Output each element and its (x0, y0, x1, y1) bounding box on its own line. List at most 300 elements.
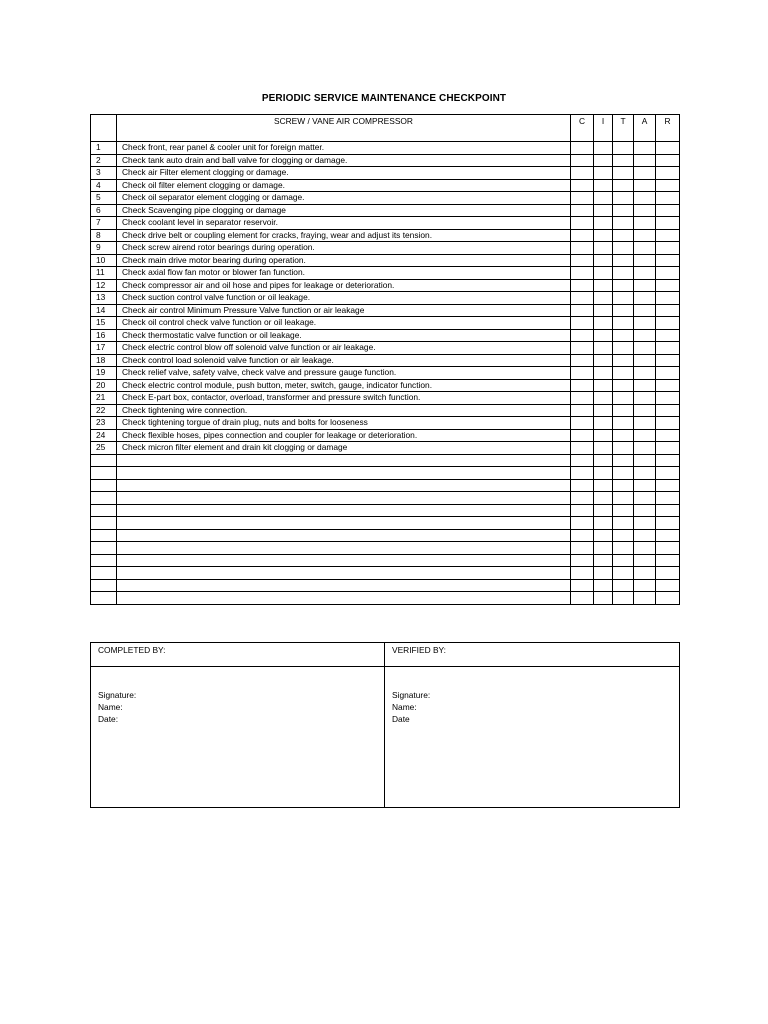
mark-cell-i[interactable] (594, 454, 613, 467)
completed-signature-label: Signature: (98, 690, 137, 700)
mark-cell-r[interactable] (656, 167, 680, 180)
verified-date-label: Date (392, 714, 410, 724)
mark-cell-t[interactable] (613, 317, 634, 330)
item-description (117, 542, 571, 555)
mark-cell-c[interactable] (571, 329, 594, 342)
mark-cell-r[interactable] (656, 142, 680, 155)
mark-cell-a[interactable] (634, 454, 656, 467)
mark-cell-a[interactable] (634, 492, 656, 505)
mark-cell-i[interactable] (594, 467, 613, 480)
mark-cell-c[interactable] (571, 542, 594, 555)
mark-cell-t[interactable] (613, 379, 634, 392)
item-description: Check oil control check valve function or oil leakage. (117, 317, 571, 330)
mark-cell-c[interactable] (571, 579, 594, 592)
mark-cell-r[interactable] (656, 192, 680, 205)
mark-cell-i[interactable] (594, 392, 613, 405)
mark-cell-i[interactable] (594, 379, 613, 392)
mark-cell-r[interactable] (656, 329, 680, 342)
mark-cell-c[interactable] (571, 504, 594, 517)
mark-cell-a[interactable] (634, 342, 656, 355)
item-number: 12 (91, 279, 117, 292)
mark-cell-i[interactable] (594, 417, 613, 430)
mark-cell-r[interactable] (656, 529, 680, 542)
mark-cell-r[interactable] (656, 204, 680, 217)
mark-cell-a[interactable] (634, 154, 656, 167)
mark-cell-r[interactable] (656, 304, 680, 317)
checklist-row (91, 342, 680, 355)
checklist-row (91, 554, 680, 567)
mark-cell-i[interactable] (594, 192, 613, 205)
checklist-row (91, 304, 680, 317)
mark-cell-c[interactable] (571, 342, 594, 355)
mark-cell-a[interactable] (634, 417, 656, 430)
mark-cell-i[interactable] (594, 354, 613, 367)
item-description: Check E-part box, contactor, overload, transformer and pressure switch function. (117, 392, 571, 405)
column-header-a: A (634, 115, 656, 142)
mark-cell-i[interactable] (594, 142, 613, 155)
mark-cell-c[interactable] (571, 354, 594, 367)
mark-cell-t[interactable] (613, 217, 634, 230)
mark-cell-a[interactable] (634, 479, 656, 492)
mark-cell-a[interactable] (634, 567, 656, 580)
item-description: Check thermostatic valve function or oil leakage. (117, 329, 571, 342)
mark-cell-a[interactable] (634, 142, 656, 155)
mark-cell-a[interactable] (634, 192, 656, 205)
column-header-t: T (613, 115, 634, 142)
mark-cell-r[interactable] (656, 229, 680, 242)
mark-cell-r[interactable] (656, 554, 680, 567)
mark-cell-c[interactable] (571, 292, 594, 305)
mark-cell-i[interactable] (594, 279, 613, 292)
item-number: 9 (91, 242, 117, 255)
checklist-row (91, 254, 680, 267)
mark-cell-t[interactable] (613, 517, 634, 530)
item-number: 13 (91, 292, 117, 305)
mark-cell-t[interactable] (613, 329, 634, 342)
mark-cell-r[interactable] (656, 179, 680, 192)
mark-cell-r[interactable] (656, 517, 680, 530)
mark-cell-a[interactable] (634, 517, 656, 530)
mark-cell-r[interactable] (656, 342, 680, 355)
completed-date-label: Date: (98, 714, 119, 724)
mark-cell-t[interactable] (613, 454, 634, 467)
mark-cell-c[interactable] (571, 379, 594, 392)
item-number (91, 454, 117, 467)
mark-cell-c[interactable] (571, 529, 594, 542)
mark-cell-a[interactable] (634, 354, 656, 367)
mark-cell-c[interactable] (571, 192, 594, 205)
mark-cell-r[interactable] (656, 292, 680, 305)
mark-cell-t[interactable] (613, 367, 634, 380)
item-number (91, 542, 117, 555)
checklist-row (91, 142, 680, 155)
page-title: PERIODIC SERVICE MAINTENANCE CHECKPOINT (261, 93, 507, 104)
number-column-header (91, 115, 117, 142)
item-number (91, 467, 117, 480)
item-description: Check oil filter element clogging or damage. (117, 179, 571, 192)
mark-cell-t[interactable] (613, 542, 634, 555)
mark-cell-t[interactable] (613, 229, 634, 242)
mark-cell-t[interactable] (613, 142, 634, 155)
checklist-row (91, 217, 680, 230)
item-description (117, 529, 571, 542)
mark-cell-r[interactable] (656, 267, 680, 280)
item-description (117, 554, 571, 567)
mark-cell-t[interactable] (613, 204, 634, 217)
mark-cell-r[interactable] (656, 542, 680, 555)
mark-cell-i[interactable] (594, 242, 613, 255)
item-description: Check main drive motor bearing during operation. (117, 254, 571, 267)
mark-cell-a[interactable] (634, 529, 656, 542)
mark-cell-t[interactable] (613, 304, 634, 317)
item-description (117, 592, 571, 605)
item-number (91, 504, 117, 517)
checklist-row (91, 479, 680, 492)
mark-cell-c[interactable] (571, 167, 594, 180)
mark-cell-i[interactable] (594, 367, 613, 380)
mark-cell-i[interactable] (594, 317, 613, 330)
item-description: Check axial flow fan motor or blower fan function. (117, 267, 571, 280)
mark-cell-c[interactable] (571, 479, 594, 492)
checklist-row (91, 579, 680, 592)
item-description: Check tightening torgue of drain plug, nuts and bolts for looseness (117, 417, 571, 430)
mark-cell-i[interactable] (594, 267, 613, 280)
item-description: Check control load solenoid valve function or air leakage. (117, 354, 571, 367)
item-description: Check oil separator element clogging or damage. (117, 192, 571, 205)
mark-cell-a[interactable] (634, 592, 656, 605)
item-description: Check relief valve, safety valve, check valve and pressure gauge function. (117, 367, 571, 380)
checklist-row (91, 317, 680, 330)
item-description (117, 517, 571, 530)
mark-cell-i[interactable] (594, 404, 613, 417)
mark-cell-a[interactable] (634, 279, 656, 292)
item-description (117, 467, 571, 480)
item-number: 25 (91, 442, 117, 455)
mark-cell-i[interactable] (594, 504, 613, 517)
mark-cell-t[interactable] (613, 242, 634, 255)
checklist-row (91, 329, 680, 342)
mark-cell-t[interactable] (613, 167, 634, 180)
mark-cell-i[interactable] (594, 517, 613, 530)
item-description (117, 479, 571, 492)
mark-cell-t[interactable] (613, 254, 634, 267)
mark-cell-c[interactable] (571, 242, 594, 255)
item-number: 11 (91, 267, 117, 280)
checklist-row (91, 529, 680, 542)
item-number: 3 (91, 167, 117, 180)
checklist-row (91, 354, 680, 367)
mark-cell-t[interactable] (613, 267, 634, 280)
mark-cell-i[interactable] (594, 229, 613, 242)
mark-cell-r[interactable] (656, 317, 680, 330)
mark-cell-t[interactable] (613, 554, 634, 567)
item-description (117, 492, 571, 505)
checklist-row (91, 492, 680, 505)
mark-cell-c[interactable] (571, 554, 594, 567)
item-description (117, 454, 571, 467)
mark-cell-i[interactable] (594, 342, 613, 355)
mark-cell-t[interactable] (613, 529, 634, 542)
item-description: Check flexible hoses, pipes connection and coupler for leakage or deterioration. (117, 429, 571, 442)
mark-cell-t[interactable] (613, 567, 634, 580)
mark-cell-a[interactable] (634, 579, 656, 592)
mark-cell-t[interactable] (613, 342, 634, 355)
mark-cell-i[interactable] (594, 542, 613, 555)
mark-cell-t[interactable] (613, 354, 634, 367)
mark-cell-a[interactable] (634, 467, 656, 480)
mark-cell-r[interactable] (656, 567, 680, 580)
mark-cell-r[interactable] (656, 454, 680, 467)
mark-cell-c[interactable] (571, 454, 594, 467)
item-number (91, 492, 117, 505)
item-number: 17 (91, 342, 117, 355)
mark-cell-c[interactable] (571, 317, 594, 330)
checklist-row (91, 292, 680, 305)
mark-cell-i[interactable] (594, 492, 613, 505)
checklist-row (91, 442, 680, 455)
mark-cell-c[interactable] (571, 429, 594, 442)
item-description: Check screw airend rotor bearings during operation. (117, 242, 571, 255)
mark-cell-r[interactable] (656, 367, 680, 380)
mark-cell-a[interactable] (634, 229, 656, 242)
item-number (91, 579, 117, 592)
mark-cell-a[interactable] (634, 379, 656, 392)
mark-cell-t[interactable] (613, 467, 634, 480)
mark-cell-t[interactable] (613, 392, 634, 405)
mark-cell-r[interactable] (656, 279, 680, 292)
column-header-r: R (656, 115, 680, 142)
checklist-row (91, 592, 680, 605)
mark-cell-c[interactable] (571, 592, 594, 605)
mark-cell-r[interactable] (656, 354, 680, 367)
mark-cell-t[interactable] (613, 479, 634, 492)
checklist-row (91, 567, 680, 580)
completed-by-fields[interactable] (91, 667, 385, 808)
completed-by-label: COMPLETED BY: (91, 643, 385, 667)
item-number: 2 (91, 154, 117, 167)
mark-cell-i[interactable] (594, 329, 613, 342)
item-number (91, 554, 117, 567)
mark-cell-c[interactable] (571, 254, 594, 267)
mark-cell-t[interactable] (613, 504, 634, 517)
item-number: 1 (91, 142, 117, 155)
mark-cell-t[interactable] (613, 417, 634, 430)
mark-cell-r[interactable] (656, 579, 680, 592)
mark-cell-c[interactable] (571, 279, 594, 292)
mark-cell-i[interactable] (594, 204, 613, 217)
item-number: 22 (91, 404, 117, 417)
mark-cell-c[interactable] (571, 392, 594, 405)
mark-cell-c[interactable] (571, 517, 594, 530)
checklist-row (91, 167, 680, 180)
item-description: Check air control Minimum Pressure Valve function or air leakage (117, 304, 571, 317)
mark-cell-i[interactable] (594, 292, 613, 305)
checklist-row (91, 542, 680, 555)
checklist-row (91, 504, 680, 517)
mark-cell-r[interactable] (656, 429, 680, 442)
mark-cell-r[interactable] (656, 479, 680, 492)
mark-cell-t[interactable] (613, 192, 634, 205)
item-number: 21 (91, 392, 117, 405)
mark-cell-c[interactable] (571, 142, 594, 155)
checklist-row (91, 367, 680, 380)
mark-cell-a[interactable] (634, 217, 656, 230)
checklist-row (91, 229, 680, 242)
mark-cell-c[interactable] (571, 217, 594, 230)
mark-cell-r[interactable] (656, 492, 680, 505)
item-number: 19 (91, 367, 117, 380)
signoff-table (90, 642, 680, 808)
mark-cell-i[interactable] (594, 554, 613, 567)
mark-cell-c[interactable] (571, 404, 594, 417)
mark-cell-a[interactable] (634, 404, 656, 417)
mark-cell-c[interactable] (571, 229, 594, 242)
item-number: 6 (91, 204, 117, 217)
verified-by-label: VERIFIED BY: (385, 643, 680, 667)
item-description: Check air Filter element clogging or damage. (117, 167, 571, 180)
mark-cell-a[interactable] (634, 504, 656, 517)
mark-cell-t[interactable] (613, 429, 634, 442)
item-description: Check tank auto drain and ball valve for clogging or damage. (117, 154, 571, 167)
mark-cell-c[interactable] (571, 267, 594, 280)
checklist-row (91, 467, 680, 480)
item-number: 8 (91, 229, 117, 242)
mark-cell-c[interactable] (571, 567, 594, 580)
column-header-i: I (594, 115, 613, 142)
mark-cell-i[interactable] (594, 154, 613, 167)
mark-cell-a[interactable] (634, 317, 656, 330)
item-number: 7 (91, 217, 117, 230)
mark-cell-i[interactable] (594, 179, 613, 192)
mark-cell-r[interactable] (656, 404, 680, 417)
mark-cell-c[interactable] (571, 467, 594, 480)
item-number: 23 (91, 417, 117, 430)
mark-cell-r[interactable] (656, 392, 680, 405)
mark-cell-a[interactable] (634, 267, 656, 280)
mark-cell-i[interactable] (594, 592, 613, 605)
mark-cell-t[interactable] (613, 592, 634, 605)
item-number: 14 (91, 304, 117, 317)
checklist-header-row (91, 115, 680, 142)
mark-cell-i[interactable] (594, 254, 613, 267)
checklist-row (91, 517, 680, 530)
verified-signature-label: Signature: (392, 690, 431, 700)
mark-cell-r[interactable] (656, 467, 680, 480)
mark-cell-a[interactable] (634, 167, 656, 180)
mark-cell-r[interactable] (656, 242, 680, 255)
completed-name-label: Name: (98, 702, 123, 712)
verified-name-label: Name: (392, 702, 417, 712)
mark-cell-a[interactable] (634, 367, 656, 380)
mark-cell-i[interactable] (594, 567, 613, 580)
mark-cell-t[interactable] (613, 154, 634, 167)
mark-cell-c[interactable] (571, 367, 594, 380)
mark-cell-r[interactable] (656, 417, 680, 430)
item-number (91, 517, 117, 530)
mark-cell-i[interactable] (594, 217, 613, 230)
mark-cell-c[interactable] (571, 179, 594, 192)
mark-cell-i[interactable] (594, 304, 613, 317)
item-number: 10 (91, 254, 117, 267)
item-number: 18 (91, 354, 117, 367)
mark-cell-i[interactable] (594, 579, 613, 592)
item-description (117, 579, 571, 592)
mark-cell-t[interactable] (613, 579, 634, 592)
item-description: Check compressor air and oil hose and pipes for leakage or deterioration. (117, 279, 571, 292)
checklist-row (91, 417, 680, 430)
verified-by-fields[interactable] (385, 667, 680, 808)
mark-cell-t[interactable] (613, 292, 634, 305)
checklist-section-header: SCREW / VANE AIR COMPRESSOR (117, 115, 571, 142)
mark-cell-r[interactable] (656, 442, 680, 455)
mark-cell-c[interactable] (571, 417, 594, 430)
item-number: 5 (91, 192, 117, 205)
mark-cell-c[interactable] (571, 492, 594, 505)
mark-cell-a[interactable] (634, 254, 656, 267)
mark-cell-t[interactable] (613, 442, 634, 455)
checklist-row (91, 392, 680, 405)
item-description: Check drive belt or coupling element for cracks, fraying, wear and adjust its tension. (117, 229, 571, 242)
mark-cell-a[interactable] (634, 292, 656, 305)
mark-cell-r[interactable] (656, 379, 680, 392)
mark-cell-a[interactable] (634, 554, 656, 567)
item-number: 4 (91, 179, 117, 192)
mark-cell-c[interactable] (571, 304, 594, 317)
mark-cell-a[interactable] (634, 179, 656, 192)
mark-cell-t[interactable] (613, 179, 634, 192)
mark-cell-r[interactable] (656, 154, 680, 167)
item-description: Check electric control module, push button, meter, switch, gauge, indicator function. (117, 379, 571, 392)
mark-cell-a[interactable] (634, 204, 656, 217)
mark-cell-c[interactable] (571, 154, 594, 167)
item-number: 20 (91, 379, 117, 392)
mark-cell-i[interactable] (594, 529, 613, 542)
checklist-table (90, 114, 680, 605)
mark-cell-a[interactable] (634, 304, 656, 317)
checklist-body (91, 142, 680, 605)
checklist-row (91, 279, 680, 292)
item-description (117, 504, 571, 517)
mark-cell-t[interactable] (613, 279, 634, 292)
checklist-row (91, 267, 680, 280)
mark-cell-a[interactable] (634, 242, 656, 255)
mark-cell-i[interactable] (594, 442, 613, 455)
item-number: 15 (91, 317, 117, 330)
mark-cell-r[interactable] (656, 254, 680, 267)
mark-cell-a[interactable] (634, 542, 656, 555)
mark-cell-a[interactable] (634, 329, 656, 342)
mark-cell-r[interactable] (656, 504, 680, 517)
mark-cell-r[interactable] (656, 217, 680, 230)
item-number (91, 592, 117, 605)
mark-cell-a[interactable] (634, 442, 656, 455)
mark-cell-a[interactable] (634, 392, 656, 405)
item-description: Check Scavenging pipe clogging or damage (117, 204, 571, 217)
mark-cell-i[interactable] (594, 429, 613, 442)
mark-cell-a[interactable] (634, 429, 656, 442)
mark-cell-i[interactable] (594, 479, 613, 492)
mark-cell-t[interactable] (613, 492, 634, 505)
mark-cell-c[interactable] (571, 204, 594, 217)
mark-cell-r[interactable] (656, 592, 680, 605)
mark-cell-i[interactable] (594, 167, 613, 180)
checklist-row (91, 179, 680, 192)
mark-cell-t[interactable] (613, 404, 634, 417)
checklist-row (91, 242, 680, 255)
item-number (91, 529, 117, 542)
mark-cell-c[interactable] (571, 442, 594, 455)
checklist-row (91, 429, 680, 442)
